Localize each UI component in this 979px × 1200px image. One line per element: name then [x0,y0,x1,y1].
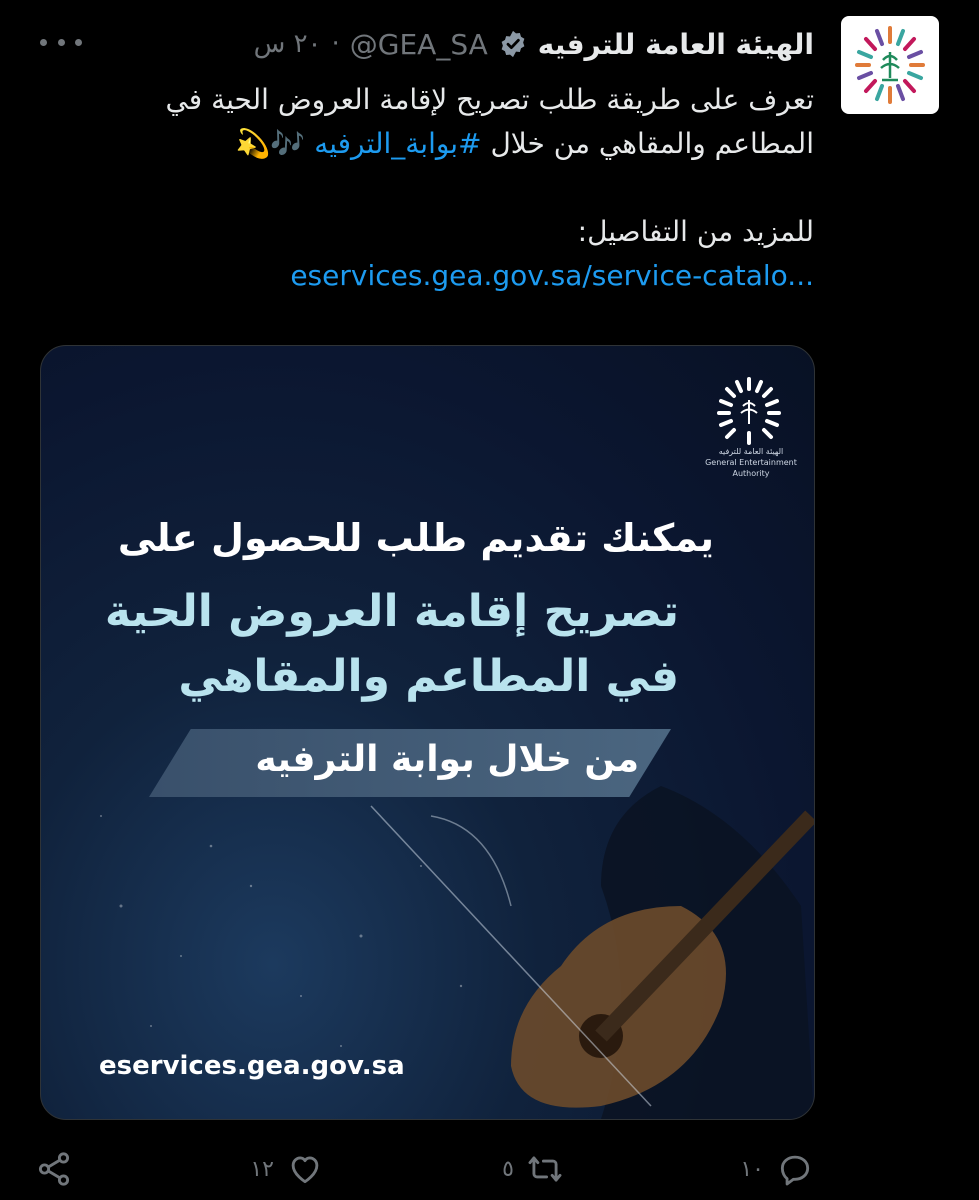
retweet-button[interactable] [502,1150,564,1188]
reply-count: ١٠ [740,1156,764,1182]
like-button[interactable] [250,1150,324,1188]
media-headline-1: يمكنك تقديم طلب للحصول على [117,516,714,560]
gea-logo-icon [841,16,939,114]
share-button[interactable] [35,1150,73,1188]
more-options-icon[interactable] [40,24,82,60]
media-headline-3: في المطاعم والمقاهي [178,651,679,702]
reply-icon [776,1150,814,1188]
verified-badge-icon [498,29,528,59]
service-catalog-link[interactable]: eservices.gea.gov.sa/service-catalo... [290,259,814,292]
media-headline-2: تصريح إقامة العروض الحية [104,586,679,637]
author-handle[interactable]: @GEA_SA [349,27,488,61]
blank-line [35,166,814,210]
heart-icon [286,1150,324,1188]
tweet-text-line-2 [35,122,814,166]
hashtag-link[interactable]: #بوابة_الترفيه [314,127,482,160]
like-count: ١٢ [250,1156,274,1182]
reply-button[interactable] [740,1150,814,1188]
tweet-text-line-1: تعرف على طريقة طلب تصريح لإقامة العروض الحية في [165,83,814,116]
dizzy-star-icon: 💫 [235,127,271,160]
tweet-text-prefix: المطاعم والمقاهي من خلال [481,127,814,160]
tweet-media-image[interactable] [40,345,815,1120]
tweet-actions [35,1150,814,1194]
tweet-time[interactable]: ٢٠ س [253,29,322,59]
retweet-icon [526,1150,564,1188]
gea-media-logo-icon [709,376,789,446]
media-logo-caption-en: General Entertainment Authority [705,458,797,478]
media-logo-caption-ar: الهيئة العامة للترفيه [718,447,784,456]
tweet-text [35,78,814,298]
media-logo-caption [696,446,806,479]
avatar[interactable] [841,16,939,114]
retweet-count: ٥ [502,1156,514,1182]
tweet-header [35,24,814,64]
music-notes-icon: 🎶 [270,127,306,160]
separator-dot: · [331,29,340,59]
share-icon [35,1150,73,1188]
media-headline-4: من خلال بوابة الترفيه [255,739,639,780]
media-url-text: eservices.gea.gov.sa [99,1051,405,1081]
author-name[interactable]: الهيئة العامة للترفيه [537,27,814,61]
more-details-text: للمزيد من التفاصيل: [577,215,814,248]
